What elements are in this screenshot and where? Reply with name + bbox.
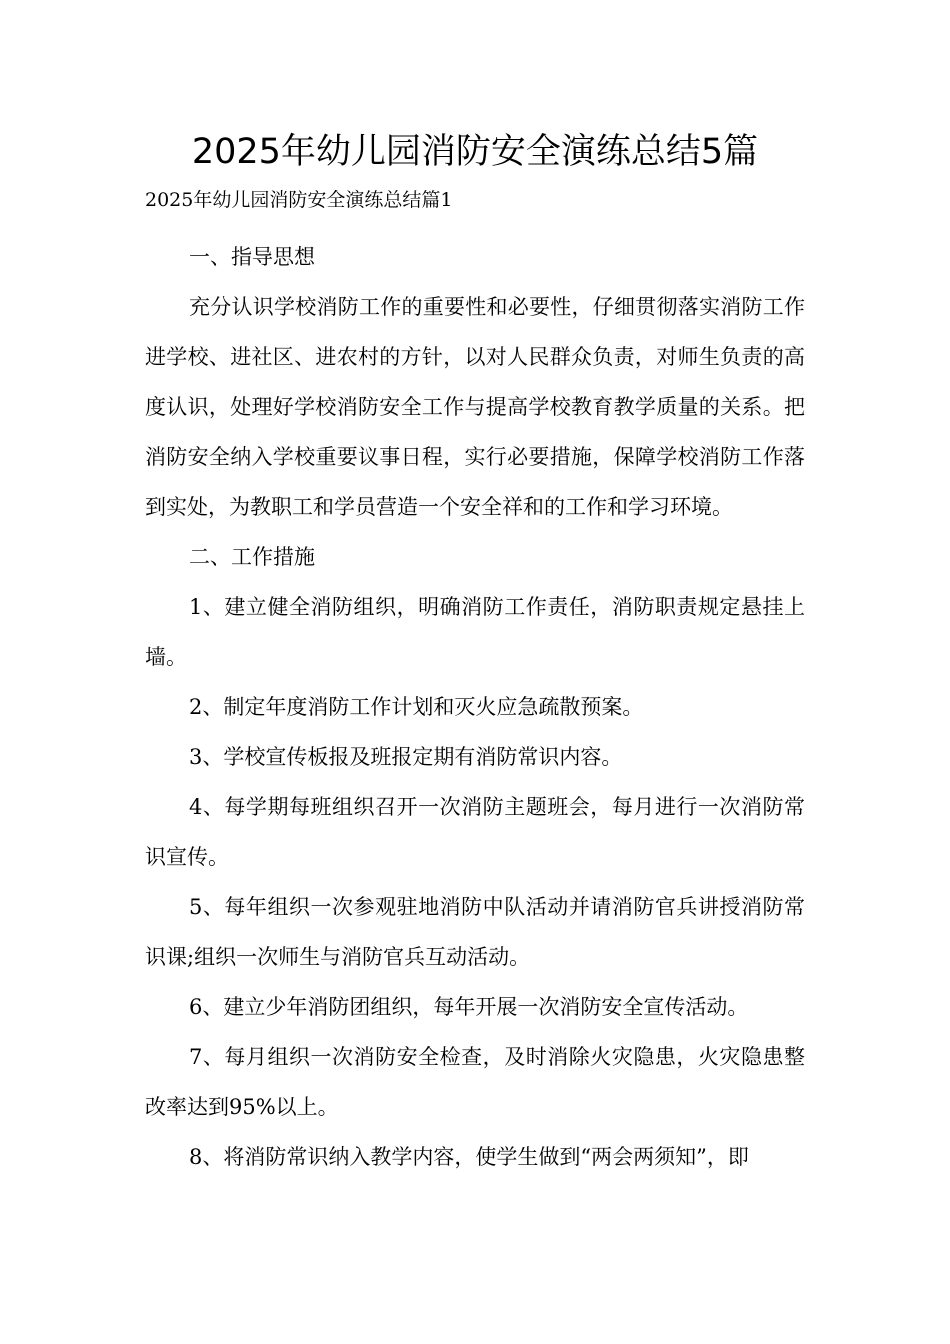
list-item: 6、建立少年消防团组织，每年开展一次消防安全宣传活动。 <box>189 995 749 1019</box>
document-body <box>145 232 805 1182</box>
list-item: 8、将消防常识纳入教学内容，使学生做到“两会两须知”，即 <box>189 1145 749 1169</box>
section-heading: 2025年幼儿园消防安全演练总结篇1 <box>145 189 453 211</box>
list-item: 5、每年组织一次参观驻地消防中队活动并请消防官兵讲授消防常识课;组织一次师生与消防官兵互动活动。 <box>145 895 805 969</box>
list-item: 4、每学期每班组织召开一次消防主题班会，每月进行一次消防常识宣传。 <box>145 795 805 869</box>
list-item: 2、制定年度消防工作计划和灭火应急疏散预案。 <box>189 695 644 719</box>
heading-guiding-ideology: 一、指导思想 <box>189 245 315 269</box>
list-item: 7、每月组织一次消防安全检查，及时消除火灾隐患，火灾隐患整改率达到95%以上。 <box>145 1045 805 1119</box>
heading-work-measures: 二、工作措施 <box>189 545 315 569</box>
paragraph-guiding-ideology: 充分认识学校消防工作的重要性和必要性，仔细贯彻落实消防工作进学校、进社区、进农村的方针，以对人民群众负责，对师生负责的高度认识，处理好学校消防安全工作与提高学校教育教学质量的关系。把消防安全纳入学校重要议事日程，实行必要措施，保障学校消防工作落到实处，为教职工和学员营造一个安全祥和的工作和学习环境。 <box>145 295 805 519</box>
list-item: 1、建立健全消防组织，明确消防工作责任，消防职责规定悬挂上墙。 <box>145 595 805 669</box>
list-item: 3、学校宣传板报及班报定期有消防常识内容。 <box>189 745 623 769</box>
document-title: 2025年幼儿园消防安全演练总结5篇 <box>191 132 759 172</box>
